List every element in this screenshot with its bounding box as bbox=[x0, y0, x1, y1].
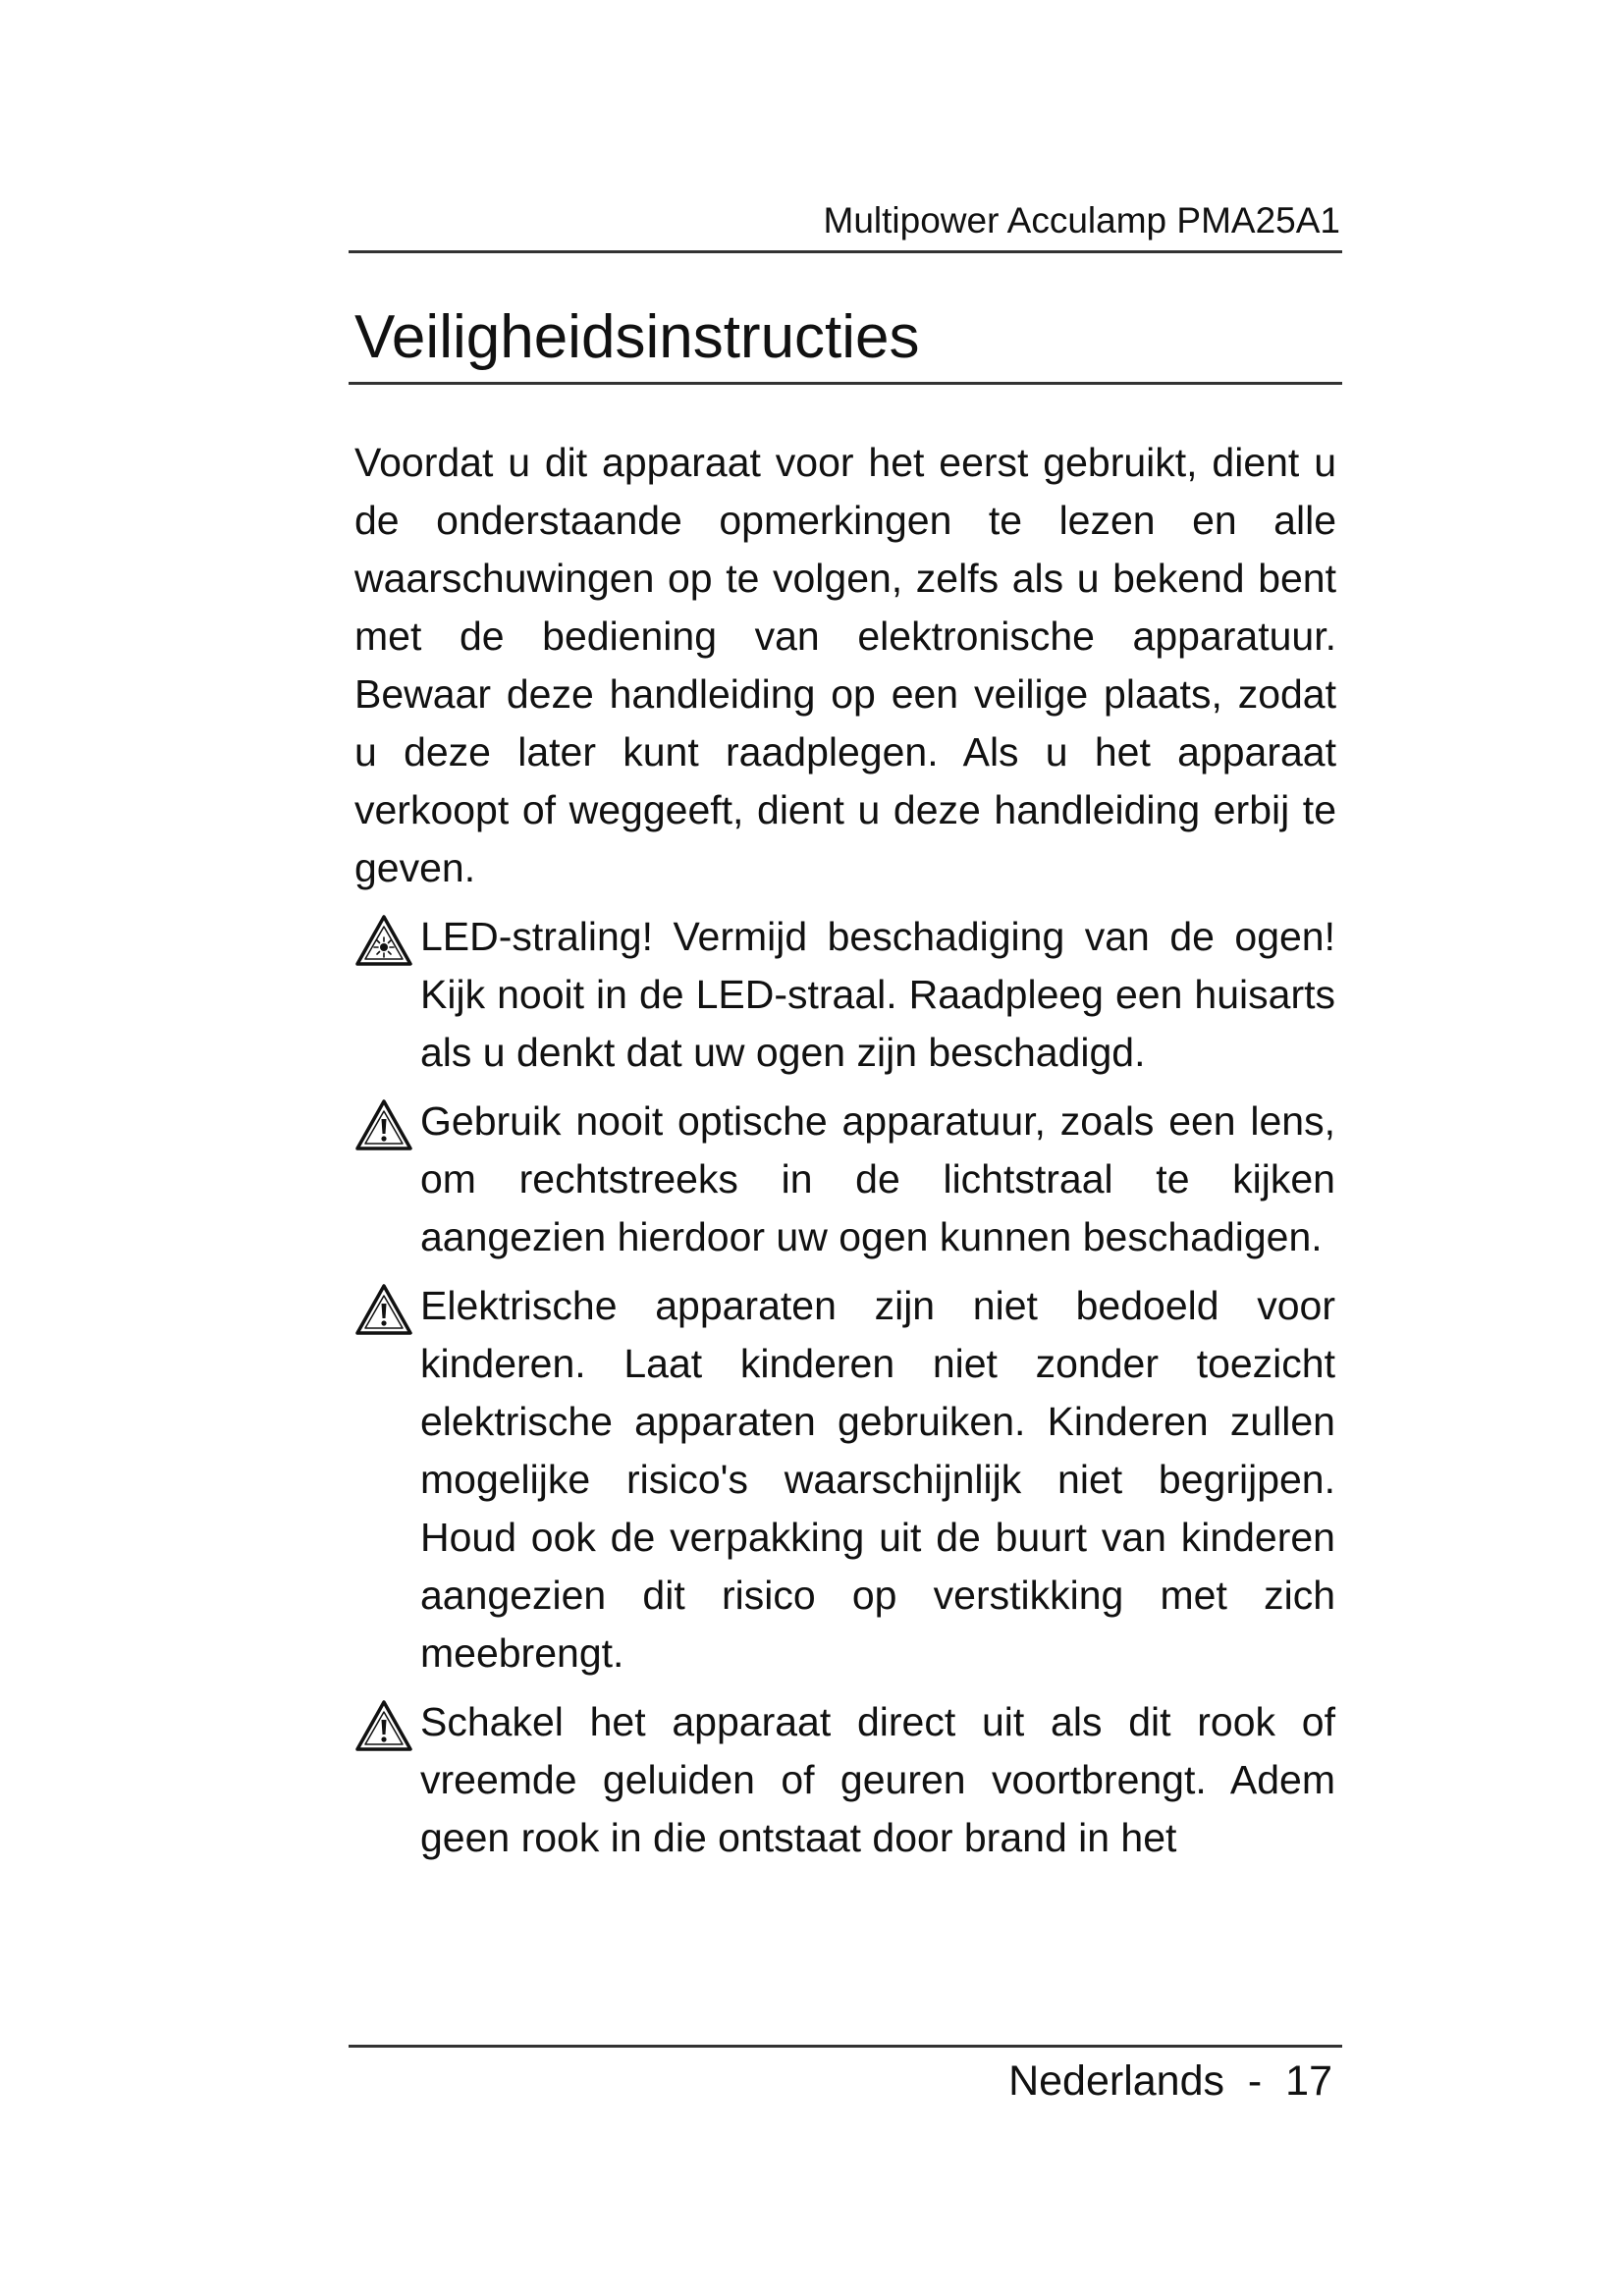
title-rule bbox=[349, 382, 1342, 385]
page-footer bbox=[1008, 2056, 1332, 2107]
warning-icon bbox=[354, 1283, 413, 1336]
manual-page bbox=[349, 0, 1342, 2296]
warning-text-optical-devices: Gebruik nooit optische apparatuur, zoals een lens, om rechtstreeks in de lichtstraal te kijken aangezien hierdoor uw ogen kunnen beschadigen. bbox=[420, 1098, 1335, 1259]
warning-text-children: Elektrische apparaten zijn niet bedoeld voor kinderen. Laat kinderen niet zonder toezicht elektrische apparaten gebruiken. Kinderen zullen mogelijke risico's waarschijnlijk niet begrijpen. Houd ook de verpakking uit de buurt van kinderen aangezien dit risico op verstikking met zich meebrengt. bbox=[420, 1283, 1335, 1676]
warning-icon bbox=[354, 1098, 413, 1151]
page-body bbox=[354, 434, 1336, 1867]
header-rule bbox=[349, 250, 1342, 253]
footer-language: Nederlands bbox=[1008, 2057, 1225, 2105]
footer-rule bbox=[349, 2045, 1342, 2048]
warning-item-children bbox=[354, 1277, 1335, 1682]
warning-text-led-radiation: LED-straling! Vermijd beschadiging van de ogen! Kijk nooit in de LED-straal. Raadpleeg een huisarts als u denkt dat uw ogen zijn beschadigd. bbox=[420, 914, 1335, 1075]
footer-separator: - bbox=[1247, 2057, 1263, 2105]
warning-item-smoke bbox=[354, 1693, 1335, 1867]
running-header: Multipower Acculamp PMA25A1 bbox=[823, 200, 1340, 240]
intro-paragraph: Voordat u dit apparaat voor het eerst gebruikt, dient u de onderstaande opmerkingen te lezen en alle waarschuwingen op te volgen, zelfs als u bekend bent met de bediening van elektronische apparatuur. Bewaar deze handleiding op een veilige plaats, zodat u deze later kunt raadplegen. Als u het apparaat verkoopt of weggeeft, dient u deze handleiding erbij te geven. bbox=[354, 440, 1336, 890]
warning-item-optical-devices bbox=[354, 1093, 1335, 1266]
warning-item-led-radiation bbox=[354, 908, 1335, 1082]
page-number: 17 bbox=[1285, 2057, 1332, 2105]
warning-icon bbox=[354, 1699, 413, 1752]
warning-text-smoke: Schakel het apparaat direct uit als dit rook of vreemde geluiden of geuren voortbrengt. Adem geen rook in die ontstaat door brand in het bbox=[420, 1699, 1335, 1860]
laser-warning-icon bbox=[354, 914, 413, 967]
page-title: Veiligheidsinstructies bbox=[354, 303, 920, 371]
